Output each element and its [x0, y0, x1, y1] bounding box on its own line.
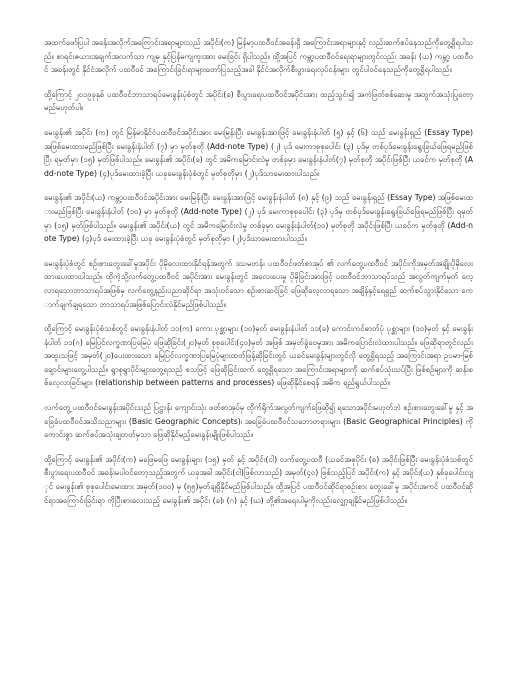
paragraph: မေးခွန်း၏ အပိုင်း(ယ) ကမ္ဘာ့ပထဝီဝင်အပိုင်းအား မေးမြန်းပြီး မေးခွန်းအားဖြင့် မေးခွန်းနံပါတ် (၈) နှင့် (၉) သည် မေးခွန်းရှည် (Essay Type) အဖြစ်မေးထားမည်ဖြစ်ပြီး မေးခွန်းနံပါတ် (၁၀) မှာ မှတ်စုတို (Add-note Type) (၂) ပုဒ် မေးကာစုစုပေါင်း (၃) ပုဒ်မှ တစ်ပုဒ်မေးခွန်းရွေးခြယ်ဖြေရမည်ဖြစ်ပြီး ရမှတ်မှာ (၁၅) မှတ်ဖြစ်ပါသည်။ မေးခွန်း၏ အပိုင်း(ယ) တွင် အမိကမြောင်းလဲမှု တစ်ခုမှာ မေးခွန်းနံပါတ်(၁၀) မှတ်စုတို အပိုင်းဖြစ်ပြီး ယခင်က မှတ်စုတို (Add-note Type) (၄)ပုဒ် မေးထားခဲ့ပြီး ယခု မေးခွန်းပုံစံတွင် မှတ်စုတိုမှာ (၂)ပုဒ်သာမေးထားပါသည်။	[44, 193, 473, 244]
paragraph: မေးခွန်းပုံစံတွင် စဉ်းစားတွေးခေါ်မှုအပိုင်း ပိုမိုလေးထားနိုင်ရန်အတွက် ဒသမတန်း ပထဝီဝင်ဖတ်စာအုပ် ၏ လက်တွေ့ပထဝီဝင် အပိုင်းကိုအမှတ်အချိုးပိုမိုလေးထားပေးထားပါသည်။ ထိုကဲ့သို့လက်တွေ့ပထဝီဝင် အပိုင်းအား မေးခွန်းတွင် အလေးပေးမှု ပိုမိုခြင်းအားဖြင့် ပထဝီဝင်ဘာသာရပ်သည် အလွတ်ကျက်မှတ် လေ့လာရသောဘာသာရပ်အဖြစ်မှ လက်တွေ့နည်းပညာဆိုင်ရာ အသုံးဝင်သော စဉ်းစားဆင်ခြင် ဖြေဆိုလေ့လာရသော အချိန်နှင့်ရေရှည် ဆက်စပ်သွားနိုင်သော ကောက်ချက်ချရသော ဘာသာရပ်အဖြစ်ပြောင်းလဲနိုင်မည်ဖြစ်ပါသည်။	[44, 258, 473, 309]
paragraph: ထို့ကြောင့် မေးခွန်း၏ အပိုင်း(က) မဖြေမဖြေ မေးခွန်းများ (၁၅) မှတ် နှင့် အပိုင်း(ငါ) လက်တွေ့ပထဝီ (ယခင်အစုပိုင်း (စ) အပိုင်းဖြစ်ပြီး မေးခွန်းပုံစံသစ်တွင် စီးပွားရေးပထဝီဝင် အခန်းမပါဝင်တော့သည့်အတွက် ယခုအခါ အပိုင်း(ငါ)ဖြစ်လာသည်) အမှတ်(၄၀) ဖြစ်သည့်ပြင် အပိုင်း(က) နှင့် အပိုင်း(ယ) နှစ်ခုပေါင်းလျှင် မေးခွန်း၏ စုစုပေါင်းမေးထား အမှတ်(၁၀၀) မှ (၅၅)မှတ်ချရှိနိုင်မည်ဖြစ်ပါသည်။ ထို့အပြင် ပထဝီဝင်ဆိုင်ရာစဉ်းစား တွေးခေါ်မှု အပိုင်းအကင် ပထဝီဝင်ဆိုင်ရာအကြောင်းခြင်းရာ ကိုပြီးစားလေးသည့် မေးခွန်း၏ အပိုင်း (ခ)၊ (ဂ) နှင့် (ဃ) တို့၏အရေးပါမှုကိုလည်းလျှော့ချနိုင်မည်ဖြစ်ပါသည်။	[44, 454, 473, 505]
paragraph: အထက်ဖော်ပြပါ အခန်းအလိုက်အကြောင်းအရာများသည် အပိုင်း(က) မြန်မာ့ပထဝီဝင်အခန်းရှိ အကြောင်းအရာများနှင့် လည်းဆက်စပ်နေသည်ကိုတွေ့ရှိရပါသည်။ စာရင်းဇယားအချက်အလက်သာ ကျမှ နှင့်ပြန်မကျကူးအား မေးခြင်း ရှိပါသည်။ ထို့အပြင် ကမ္ဘာ့ပထဝီဝင်ရေးရာများတွင်လည်း အခန်း (ယ) ကမ္ဘာ့ ပထဝီဝင် အခန်းတွင် နိုင်ငံအလိုက် ပထဝီဝင် အကြောင်းခြင်းရာများတော်ပြသည့်အခါ နိုင်ငံအလိုက်စီးပွားရေးလုပ်ငန်းများ တွင်ပါဝင်နေသည်ကိုတွေ့ရှိရပါသည်။	[44, 38, 473, 75]
paragraph: ထို့ကြောင့် မေးခွန်းပုံစံသစ်တွင် မေးခွန်းနံပါတ် ၁၁(က) ကေား ပုစ္ဆာများ (၁၀)မှတ် မေးခွန်းနံပါတ် ၁၁(ခ) ကောင်းကင်ဓာတ်ပုံ ပုစ္ဆာများ (၁၀)မှတ် နှင့် မေးခွန်းနံပါတ် ၁၁(ဂ) မြေပြင်လက္ခဏာပြမြေပုံ ဖြေဆိုခြင်း(၂၀)မှတ် စုစုပေါင်း(၄၀)မှတ် အဖြစ် အမှတ်ခွဲဝေမှုအား အမိကပြောင်းလဲထားပါသည်။ ဖြေဆိုရာတွင်လည်း အထူးသဖြင့် အမှတ်(၂၀)ပေးထားသော မြေပြင်လက္ခဏာပြမြေပုံများထတ်ဖြန့်ဆိုခြင်းတွင် ယခင်မေးခွန်းများတွင်လို တွေ့ရှိရသည့် အကြောင်းအရာ ဥပမာ-မြစ်ချောင်းများတွေ့ပါသည်။ ရွာစုရွာပိုင်းများတွေ့ရသည် စသဖြင့် ဖြေဆိုခြင်းထက် တွေ့ရှိရသော အကြောင်းအရာများကို ဆက်စပ်သုံးသပ်ပြီး ဖြစ်စဉ်များကို ဆန်းစစ်လေ့လာခြင်းများ (relationship between patterns and processes) ဖြေဆိုနိုင်စေရန် အဓိက ရည်ရွယ်ပါသည်။	[44, 324, 473, 388]
paragraph: မေးခွန်း၏ အပိုင်း (က) တွင် မြန်မာနိုင်ငံပထဝီဝင်အပိုင်းအား မေးမြန်းပြီး မေးခွန်းအားဖြင့် မေးခွန်းနံပါတ် (၅) နှင့် (၆) သည် မေးခွန်းရှည် (Essay Type) အဖြစ်မေးထားမည်ဖြစ်ပြီး မေးခွန်းနံပါတ် (၇) မှာ မှတ်စုတို (Add-note Type) (၂) ပုဒ် မေးကာစုစုပေါင်း (၃) ပုဒ်မှ တစ်ပုဒ်မေးခွန်းရွေးခြယ်ဖြေရမည်ဖြစ်ပြီး ရမှတ်မှာ (၁၅) မှတ်ဖြစ်ပါသည်။ မေးခွန်း၏ အပိုင်း(ခ) တွင် အမိကမြောင်းလဲမှု တစ်ခုမှာ မေးခွန်းနံပါတ်(၇) မှတ်စုတို အပိုင်းဖြစ်ပြီး ယခင်က မှတ်စုတို (Add-note Type) (၄)ပုဒ်မေးထားခဲ့ပြီး ယခုမေးခွန်းပုံစံတွင် မှတ်စုတိုမှာ (၂)ပုဒ်သာမေးထားပါသည်။	[44, 127, 473, 178]
paragraph: ထို့ကြောင့် ၂၀၁၉ခုနှစ် ပထဝီဝင်ဘာသာရပ်မေးခွန်းပုံစံတွင် အပိုင်း(ခ) စီးပွားရေးပထဝီဝင်အပိုင်းအား ထည့်သွင်း၍ အကဲဖြတ်စစ်ဆေးမှု အတွက်အသုံးပြုတော့မည်မဟုတ်ပါ။	[44, 89, 473, 113]
paragraph: လက်တွေ့ ပထဝီဝင်မေးခွန်းအပိုင်းသည် ပြဋ္ဌာန်း ကျောင်းသုံး ဖတ်စာအုပ်မှ တိုက်ရိုက်အလွတ်ကျက်ဖြေဆို၍ ရသောအပိုင်းမဟုတ်ဘဲ စဉ်းစားတွေးခေါ်မှု နှင့် အခြေခံပထဝီဝင်အသိသညာများ (Basic Geographic Concepts)၊ အခြေခံပထဝီဝင်သဘောတရားများ (Basic Geographical Principles) ကိုကောင်းစွာ ဆက်စပ်အသုံးချတတ်မှသာ ဖြေဆိုနိုင်မည့်မေးခွန်းမျိုးဖြစ်ပါသည်။	[44, 403, 473, 440]
